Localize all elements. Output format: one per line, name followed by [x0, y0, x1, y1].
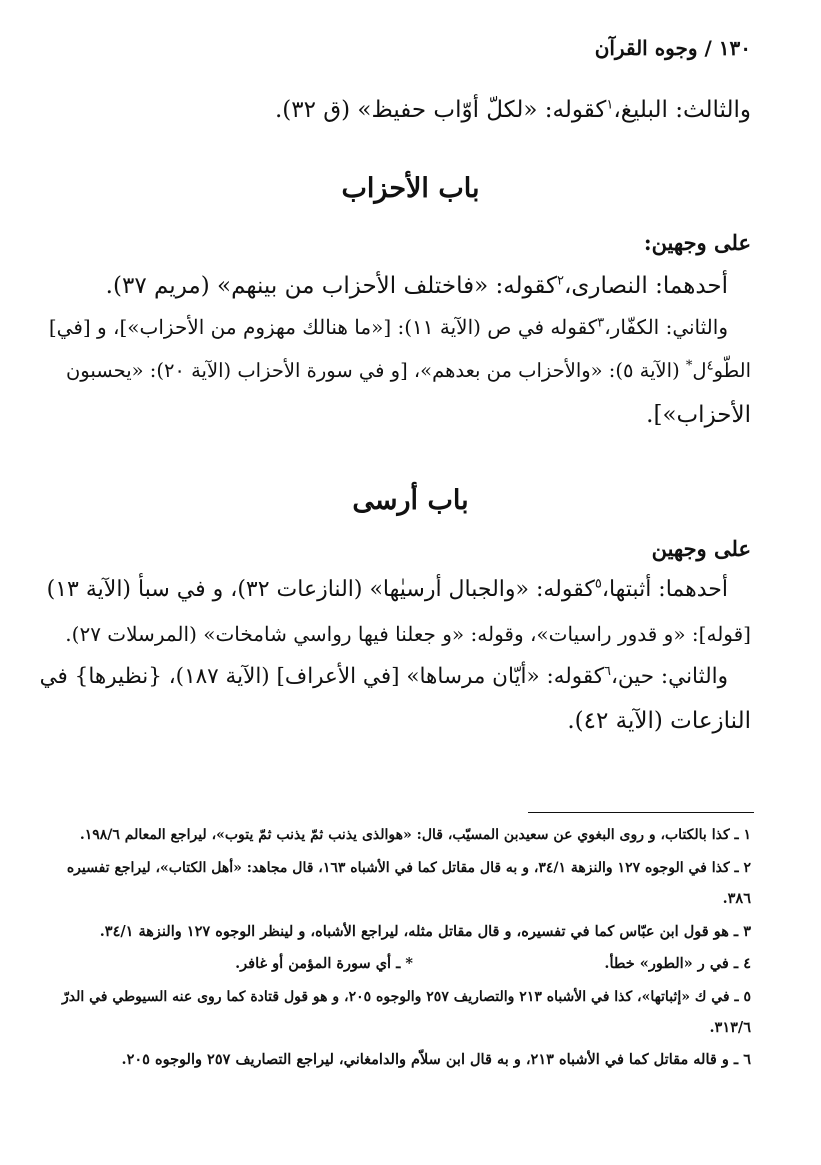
ahzab-second-line-2 [65, 358, 751, 382]
arsa-second-rest: كقوله: «أيّان مرساها» [في الأعراف] (الآية ١٨٧)، {نظيرها} في [39, 664, 604, 689]
chapter-title-ahzab: باب الأحزاب [341, 173, 480, 204]
subhead-arsa: على وجهين [651, 536, 751, 561]
footnote-ref-4: ٤ [706, 358, 714, 374]
footnote-ref-5: ٥ [594, 576, 602, 592]
arsa-second-text: والثاني: حين، [610, 664, 728, 689]
intro-rest: كقوله: «لكلّ أوّاب حفيظ» (ق ٣٢). [274, 97, 607, 123]
ahzab-second-rest: كقوله في ص (الآية ١١): [«ما هنالك مهزوم من الأحزاب»]، و [في] [48, 315, 598, 339]
arsa-first-line-2: [قوله]: «و قدور راسيات»، وقوله: «و جعلنا فيها رواسي شامخات» (المرسلات ٢٧). [65, 622, 751, 646]
footnote-ref-6: ٦ [604, 663, 611, 679]
ahzab-first-rest: كقوله: «فاختلف الأحزاب من بينهم» (مريم ٣٧). [105, 273, 558, 299]
footnote-5-line-2: ٣١٣/٦. [709, 1019, 751, 1036]
footnote-2-line-1: ٢ ـ كذا في الوجوه ١٢٧ والنزهة ٣٤/١، و به قال مقاتل كما في الأشباه ١٦٣، قال مجاهد: «أهل الكتاب»، ليراجع تفسيره [66, 860, 751, 876]
ahzab-tur-rest: (الآية ٥): «والأحزاب من بعدهم»، [و في سورة الأحزاب (الآية ٢٠): «يحسبون [65, 359, 680, 382]
subhead-ahzab: على وجهين: [643, 230, 751, 255]
ahzab-first-text: أحدهما: النصارى، [564, 273, 728, 299]
ahzab-second-line-3: الأحزاب»]. [646, 402, 751, 428]
ahzab-second-text: والثاني: الكفّار، [604, 315, 728, 339]
ahzab-second-line-1 [49, 317, 728, 337]
footnote-4: ٤ ـ في ر «الطور» خطأ. [604, 955, 751, 972]
ahzab-tur-pre: الطّو [713, 359, 751, 382]
arsa-second-line-2: النازعات (الآية ٤٢). [567, 708, 751, 734]
ahzab-first-meaning [106, 275, 728, 298]
footnote-separator [528, 812, 754, 813]
footnote-ref-star: * [685, 358, 693, 374]
running-head: ١٣٠ / وجوه القرآن [594, 36, 751, 60]
footnote-ref-2: ٢ [557, 273, 564, 289]
intro-text: والثالث: البليغ، [613, 97, 751, 123]
footnote-3: ٣ ـ هو قول ابن عبّاس كما في تفسيره، و قال مقاتل مثله، ليراجع الأشباه، و لينظر الوجوه ١٢٧ والنزهة ٣٤/١. [99, 923, 751, 940]
arsa-first-rest: كقوله: «والجبال أرسيٰها» (النازعات ٣٢)، و في سبأ (الآية ١٣) [46, 577, 595, 602]
ahzab-tur-mid: ل [692, 359, 707, 382]
footnote-ref-1: ١ [606, 97, 614, 113]
arsa-second-line-1 [39, 663, 728, 689]
footnote-ref-3: ٣ [597, 315, 605, 331]
footnote-4-row [67, 957, 751, 972]
footnote-1: ١ ـ كذا بالكتاب، و روى البغوي عن سعيدبن المسيّب، قال: «هوالذى يذنب ثمّ يذنب ثمّ يتوب»، ليراجع المعالم ١٩٨/٦. [79, 827, 751, 843]
footnote-5-line-1: ٥ ـ في ك «إثباتها»، كذا في الأشباه ٢١٣ والتصاريف ٢٥٧ والوجوه ٢٠٥، و هو قول قتادة كما روى عنه السيوطي في الدرّ [61, 989, 751, 1005]
footnote-2-line-2: ٣٨٦. [722, 890, 751, 907]
intro-line [275, 99, 751, 122]
footnote-star: * ـ أي سورة المؤمن أو غافر. [235, 955, 413, 972]
footnote-6: ٦ ـ و قاله مقاتل كما في الأشباه ٢١٣، و به قال ابن سلاّم والدامغاني، ليراجع التصاريف ٢٥٧ والوجوه ٢٠٥. [121, 1051, 751, 1068]
chapter-title-arsa: باب أرسى [352, 485, 469, 516]
arsa-first-text: أحدهما: أثبتها، [601, 577, 728, 602]
arsa-first-line-1 [46, 576, 728, 602]
